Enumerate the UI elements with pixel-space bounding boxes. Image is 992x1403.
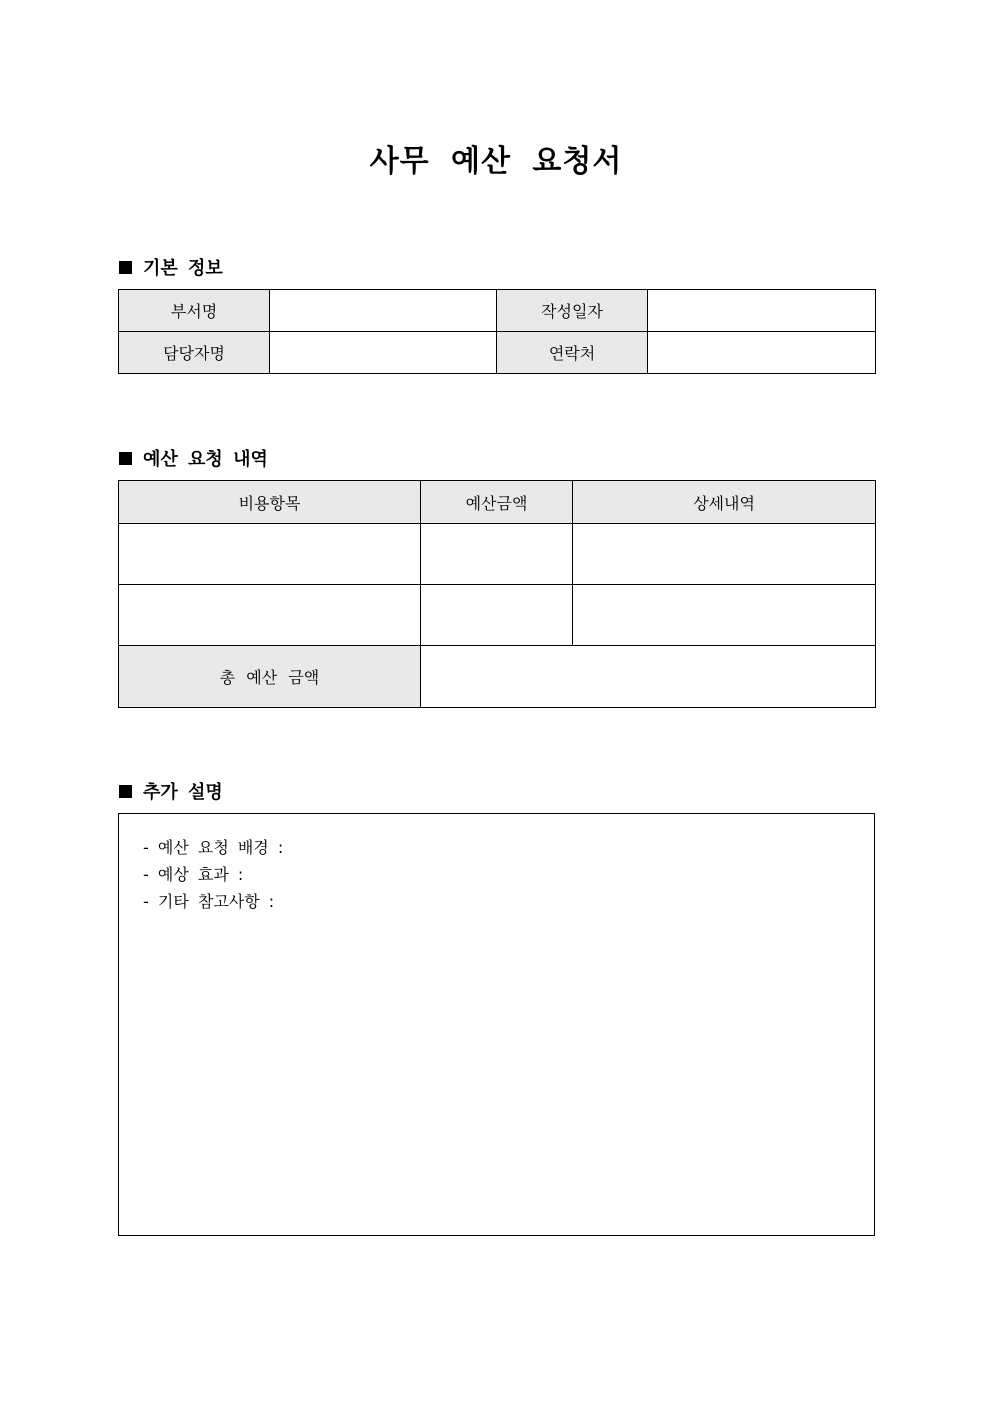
manager-field[interactable]	[270, 332, 497, 374]
column-header-item: 비용항목	[119, 481, 421, 524]
contact-label: 연락처	[497, 332, 648, 374]
black-square-icon	[119, 261, 132, 274]
department-field[interactable]	[270, 290, 497, 332]
table-row	[119, 585, 876, 646]
item-cell[interactable]	[119, 524, 421, 585]
section-heading-label: 예산 요청 내역	[143, 449, 268, 470]
total-budget-field[interactable]	[421, 646, 876, 708]
basic-info-table	[118, 289, 876, 374]
item-cell[interactable]	[119, 585, 421, 646]
list-item: - 기타 참고사항 :	[143, 892, 275, 911]
section-heading-additional	[119, 778, 223, 804]
additional-notes-box[interactable]	[118, 813, 875, 1236]
page-title: 사무 예산 요청서	[369, 144, 623, 179]
department-label: 부서명	[119, 290, 270, 332]
table-row	[119, 524, 876, 585]
section-heading-label: 기본 정보	[143, 258, 223, 279]
amount-cell[interactable]	[421, 524, 573, 585]
column-header-amount: 예산금액	[421, 481, 573, 524]
table-header-row	[119, 481, 876, 524]
amount-cell[interactable]	[421, 585, 573, 646]
section-heading-budget-request	[119, 445, 268, 471]
date-field[interactable]	[648, 290, 876, 332]
section-heading-basic-info	[119, 254, 223, 280]
contact-field[interactable]	[648, 332, 876, 374]
total-budget-label: 총 예산 금액	[119, 646, 421, 708]
list-item: - 예산 요청 배경 :	[143, 838, 284, 857]
detail-cell[interactable]	[573, 585, 876, 646]
black-square-icon	[119, 452, 132, 465]
table-row	[119, 332, 876, 374]
black-square-icon	[119, 785, 132, 798]
table-row	[119, 290, 876, 332]
list-item: - 예상 효과 :	[143, 865, 244, 884]
detail-cell[interactable]	[573, 524, 876, 585]
total-row	[119, 646, 876, 708]
manager-label: 담당자명	[119, 332, 270, 374]
date-label: 작성일자	[497, 290, 648, 332]
column-header-detail: 상세내역	[573, 481, 876, 524]
section-heading-label: 추가 설명	[143, 782, 223, 803]
budget-request-table	[118, 480, 876, 708]
notes-list	[119, 814, 874, 915]
